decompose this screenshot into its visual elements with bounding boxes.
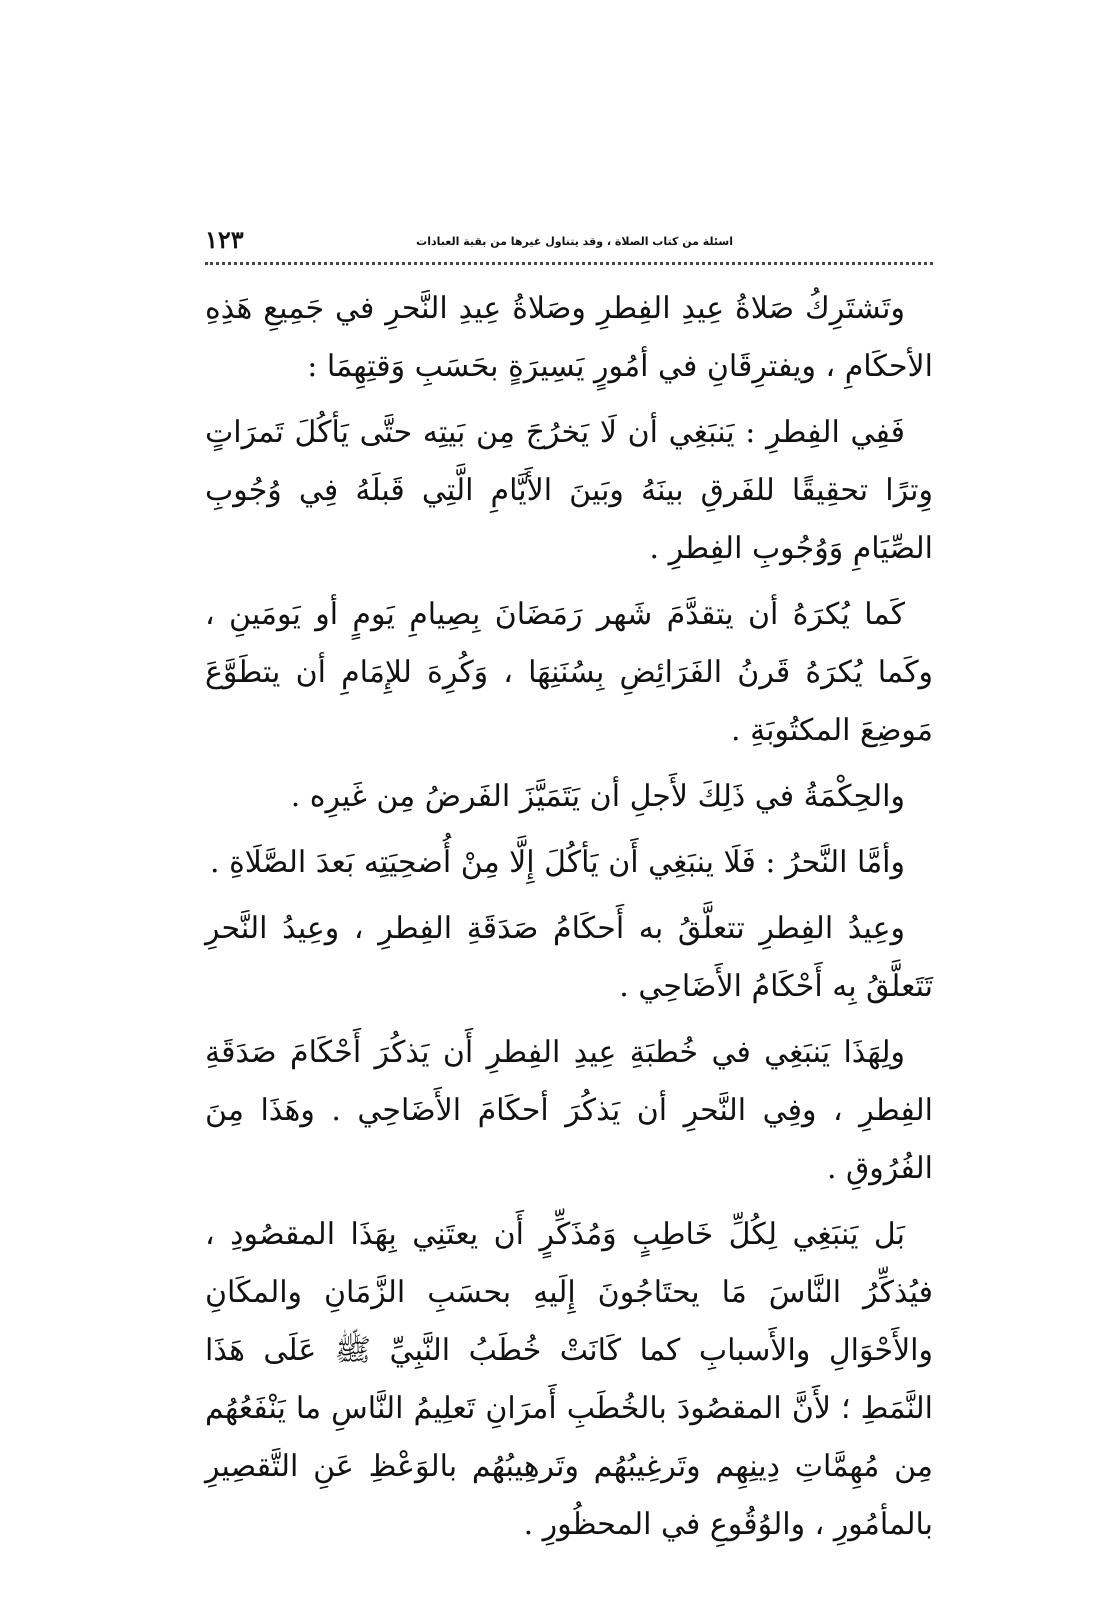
paragraph: وتَشتَرِكُ صَلاةُ عِيدِ الفِطرِ وصَلاةُ عِيدِ النَّحرِ في جَمِيعِ هَذِهِ الأحكَامِ ، ويفترِقَانِ في أمُورٍ يَسِيرَةٍ بحَسَبِ وَقتِهِمَا :: [205, 291, 933, 384]
paragraph: ولِهَذَا يَنبَغِي في خُطبَةِ عِيدِ الفِطرِ أَن يَذكُرَ أَحْكَامَ صَدَقَةِ الفِطرِ ، وفِي النَّحرِ أن يَذكُرَ أحكَامَ الأَضَاحِي . وهَذَا مِنَ الفُرُوقِ .: [205, 1035, 933, 1186]
paragraph: فَفِي الفِطرِ : يَنبَغِي أن لَا يَخرُجَ مِن بَيتِه حتَّى يَأكُلَ تَمرَاتٍ وِترًا تحقِيقًا للفَرقِ بينَهُ وبَينَ الأَيَّامِ الَّتِي قَبلَهُ فِي وُجُوبِ الصِّيَامِ وَوُجُوبِ الفِطرِ .: [205, 415, 933, 566]
page-number: ١٢٣: [205, 225, 244, 254]
paragraph: كَما يُكرَهُ أن يتقدَّمَ شَهر رَمَضَانَ بِصِيامِ يَومٍ أو يَومَينِ ، وكَما يُكرَهُ قَرنُ الفَرَائِضِ بِسُنَنِهَا ، وَكُرِهَ للإِمَامِ أن يتطَوَّعَ مَوضِعَ المكتُوبَةِ .: [205, 597, 934, 748]
page-header: [205, 225, 933, 259]
paragraph: وعِيدُ الفِطرِ تتعلَّقُ به أَحكَامُ صَدَقَةِ الفِطرِ ، وعِيدُ النَّحرِ تَتَعلَّقُ بِه أَحْكَامُ الأَضَاحِي .: [205, 911, 933, 1004]
header-divider: [205, 262, 933, 265]
paragraph: بَل يَنبَغِي لِكُلِّ خَاطِبٍ وَمُذَكِّرٍ أَن يعتَنِي بِهَذَا المقصُودِ ، فيُذكِّرُ النَّاسَ مَا يحتَاجُونَ إِلَيهِ بحسَبِ الزَّمَانِ والمكَانِ والأَحْوَالِ والأَسبابِ كما كَانَتْ خُطَبُ النَّبِيِّ ﷺ عَلَى هَذَا النَّمَطِ ؛ لأَنَّ المقصُودَ بالخُطَبِ أَمرَانِ تَعلِيمُ النَّاسِ ما يَنْفَعُهُم مِن مُهِمَّاتِ دِينِهِم وتَرغِيبُهُم وتَرهِيبُهُم بالوَعْظِ عَنِ التَّقصِيرِ بالمأمُورِ ، والوُقُوعِ في المحظُورِ .: [205, 1217, 933, 1542]
body-text: [205, 280, 933, 1562]
paragraph: والحِكْمَةُ في ذَلِكَ لأَجلِ أن يَتَمَيَّزَ الفَرضُ مِن غَيرِه .: [290, 779, 905, 814]
running-title: اسئلة من كتاب الصلاة ، وقد يتناول غيرها من بقية العبادات: [416, 235, 733, 248]
paragraph: وأمَّا النَّحرُ : فَلَا ينبَغِي أَن يَأكُلَ إِلَّا مِنْ أُضحِيَتِه بَعدَ الصَّلَاةِ .: [210, 845, 905, 880]
